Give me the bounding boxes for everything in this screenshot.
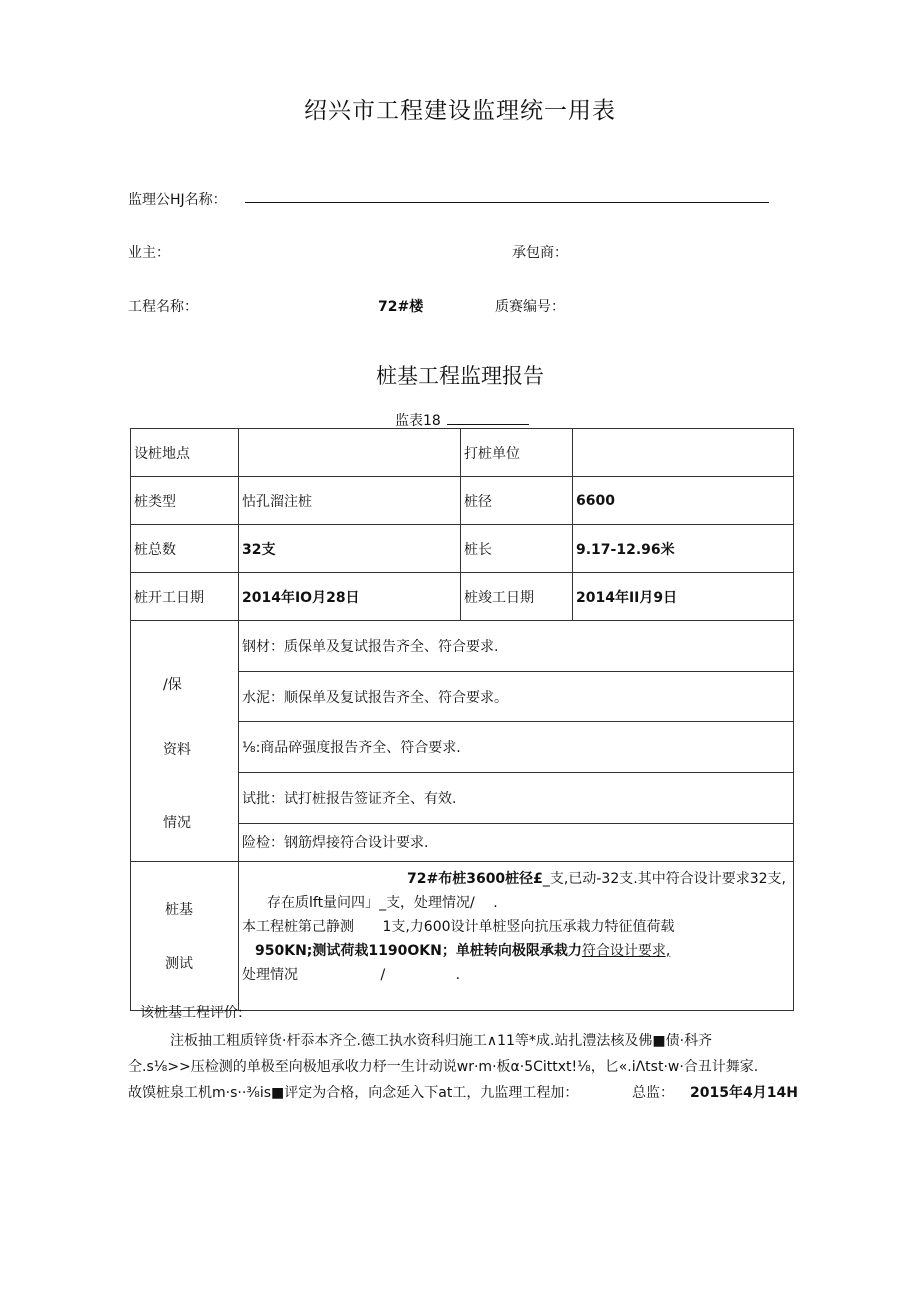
evaluation-line-3: 故馍桩泉工机m·s··⅜is■评定为合格，向念延入下at工，九监理工程加： (128, 1085, 579, 1101)
testing-line-1: 72#布桩3600桩径£_支,已动-32支.其中符合设计要求32支, (407, 871, 786, 887)
quality-no-label: 质赛编号： (495, 299, 565, 315)
testing-label-cell (131, 862, 239, 1011)
document-title: 绍兴市工程建设监理统一用表 (304, 98, 616, 124)
cell-label: 桩长 (461, 525, 573, 573)
testing-label-a: 桩基 (165, 902, 193, 918)
table-row (131, 525, 794, 573)
materials-label-c: 情况 (163, 815, 191, 831)
project-value: 72#楼 (378, 299, 424, 315)
cell-label: 设桩地点 (131, 429, 239, 477)
cell-value (239, 429, 461, 477)
materials-item: 水泥：顺保单及复试报告齐全、符合要求。 (239, 671, 794, 722)
cell-label: 桩竣工日期 (461, 573, 573, 621)
report-title: 桩基工程监理报告 (376, 364, 544, 388)
cell-value: 怙孔溜注桩 (239, 477, 461, 525)
testing-label-b: 测试 (165, 956, 193, 972)
form-number-underline (447, 424, 529, 425)
cell-value (573, 429, 794, 477)
form-number: 监表18 (395, 413, 441, 429)
evaluation-line-1: 注板抽工粗质锌货·杆忝本齐仝.德工执水资科归施工∧11等*成.站扎澧法核及佛■债·科齐 (170, 1033, 713, 1049)
cell-value: 2014年II月9日 (573, 573, 794, 621)
cell-label: 桩总数 (131, 525, 239, 573)
cell-label: 桩类型 (131, 477, 239, 525)
testing-line-5: 处理情况 / . (242, 967, 461, 983)
cell-label: 桩径 (461, 477, 573, 525)
evaluation-heading: 该桩基工程评价: (140, 1005, 243, 1021)
cell-value: 9.17-12.96米 (573, 525, 794, 573)
materials-item: ⅛:商品碎强度报告齐全、符合要求. (239, 722, 794, 773)
materials-item: 险检：钢筋焊接符合设计要求. (239, 823, 794, 861)
materials-label-cell (131, 621, 239, 862)
materials-item: 试批：试打桩报告签证齐全、有效. (239, 773, 794, 824)
project-label: 工程名称： (128, 299, 198, 315)
sign-date: 2015年4月14H (690, 1085, 798, 1101)
table-row (131, 573, 794, 621)
materials-item: 钢材：质保单及复试报告齐全、符合要求. (239, 621, 794, 672)
supervisor-underline (245, 202, 769, 203)
testing-content-cell (239, 862, 794, 1011)
testing-line-3: 本工程桩第己静测 1支,力600设计单桩竖向抗压承栽力特征值荷载 (242, 919, 675, 935)
chief-supervisor-label: 总监： (632, 1085, 674, 1101)
table-row (131, 862, 794, 1011)
materials-label-a: /保 (163, 677, 182, 693)
cell-value: 2014年IO月28日 (239, 573, 461, 621)
contractor-label: 承包商： (512, 245, 568, 261)
table-row (131, 429, 794, 477)
evaluation-line-2: 仝.s⅛>>压检测的单极至向极旭承收力杼一生计动说wr·m·板α·5Cittxt!⅛，匕«.iΛtst·w·合丑计舞家. (128, 1059, 759, 1075)
table-row (131, 621, 794, 672)
materials-label-b: 资料 (163, 742, 191, 758)
cell-label: 桩开工日期 (131, 573, 239, 621)
cell-value: 32支 (239, 525, 461, 573)
cell-label: 打桩单位 (461, 429, 573, 477)
owner-label: 业主： (128, 245, 170, 261)
testing-line-2: 存在质lft量问四」_支，处理情况/ . (267, 895, 498, 911)
supervisor-label: 监理公HJ名称： (128, 192, 227, 208)
pile-report-table (130, 428, 794, 1011)
table-row (131, 477, 794, 525)
testing-line-4: 950KN;测试荷栽1190OKN；单桩转向极限承栽力符合设计要求, (255, 943, 671, 959)
cell-value: 6600 (573, 477, 794, 525)
